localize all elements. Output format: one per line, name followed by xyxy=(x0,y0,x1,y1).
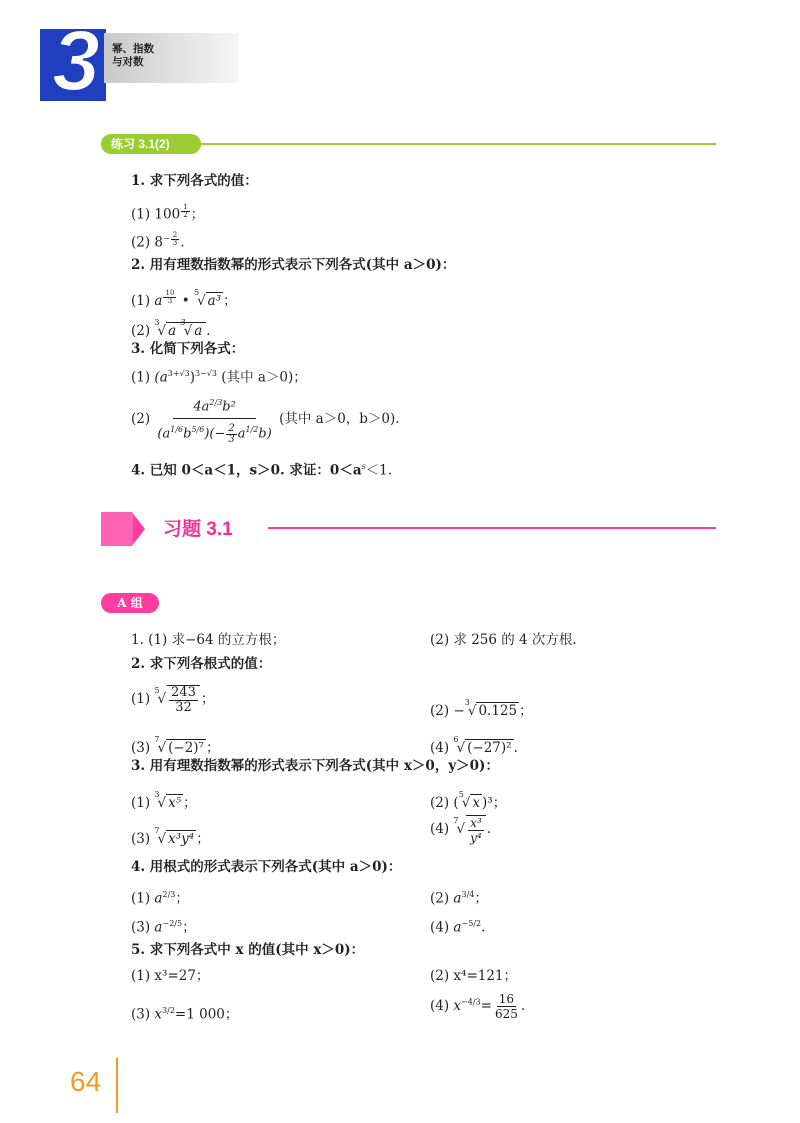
exercise-e2-4: (4) $^6$√ (−27)² . xyxy=(430,735,518,756)
exercise-e1a: 1. (1) 求−64 的立方根； xyxy=(131,632,286,648)
exercise-e4-1: (1) $a^{2/3}$； xyxy=(131,890,189,907)
practice-q1-2: (2) $8^{- \frac{2}{3}}$ . xyxy=(131,230,185,251)
page-number: 64 xyxy=(70,1066,102,1097)
exercise-e2-1: (1) $^5$√ $\frac{243}{32}$ ； xyxy=(131,684,215,715)
practice-q3: 3. 化简下列各式： xyxy=(131,341,245,357)
exercise-e3-2: (2) ($^5$√ x )³； xyxy=(430,790,507,811)
practice-badge: 练习 3.1(2) xyxy=(101,134,201,154)
practice-rule xyxy=(201,143,716,145)
exercise-e3-1: (1) $^3$√ x⁵ ； xyxy=(131,790,197,811)
practice-q2-2: (2) $^3$√ a $^3$√ a . xyxy=(131,318,211,339)
practice-q3-2: (2) $4a^{2/3}b^2$ $(a^{1/6}b^{5/6})(-$ $\frac{2}{3}$ $a^{1/2}b$) (其中 a＞0，b＞0). xyxy=(131,392,400,442)
practice-q2-1: (1) a $^{\frac{10}{3}}$ • $^5$√ a³ ； xyxy=(131,288,237,309)
exercise-e2: 2. 求下列各根式的值： xyxy=(131,656,272,672)
exercise-title: 习题 3.1 xyxy=(163,519,233,540)
exercise-e4: 4. 用根式的形式表示下列各式(其中 a＞0)： xyxy=(131,859,402,875)
exercise-e5-4: (4) $x^{-4/3}=$ $\frac{16}{625}$ . xyxy=(430,992,526,1021)
practice-q4: 4. 已知 0＜a＜1，s＞0. 求证：$0<a^s<1$. xyxy=(131,462,393,479)
exercise-e5-1: (1) x³=27； xyxy=(131,968,210,984)
exercise-e4-3: (3) $a^{-2/5}$； xyxy=(131,919,196,936)
practice-q1: 1. 求下列各式的值： xyxy=(131,173,258,189)
exercise-e5-3: (3) $x^{3/2}=1$ 000； xyxy=(131,1006,239,1023)
practice-q1-1: (1) 100 $^{\frac{1}{2}}$ ； xyxy=(131,202,205,223)
exercise-e4-2: (2) $a^{3/4}$； xyxy=(430,890,488,907)
exercise-e5: 5. 求下列各式中 x 的值(其中 x＞0)： xyxy=(131,942,365,958)
practice-q2: 2. 用有理数指数幂的形式表示下列各式(其中 a＞0)： xyxy=(131,257,456,273)
exercise-e4-4: (4) $a^{-5/2}$. xyxy=(430,919,486,936)
exercise-arrow-shade xyxy=(101,512,133,546)
practice-q3-1: (1) $(a^{3+√3})^{3-√3}$ (其中 a＞0)； xyxy=(131,369,307,386)
group-badge: A 组 xyxy=(101,593,159,613)
exercise-e2-2: (2) −$^3$√ 0.125 ； xyxy=(430,698,533,719)
exercise-e3-3: (3) $^7$√ x³y⁴ ； xyxy=(131,826,210,847)
exercise-e2-3: (3) $^7$√ (−2)⁷ ； xyxy=(131,735,220,756)
page-number-bar xyxy=(116,1058,118,1113)
exercise-e3-4: (4) $^7$√ $\frac{\text{x³}}{\text{y⁴}}$ . xyxy=(430,815,492,845)
exercise-e3: 3. 用有理数指数幂的形式表示下列各式(其中 x＞0，y＞0)： xyxy=(131,758,499,774)
chapter-title: 幂、指数 与对数 xyxy=(112,43,154,68)
exercise-e1b: (2) 求 256 的 4 次方根. xyxy=(430,632,577,648)
exercise-e5-2: (2) x⁴=121； xyxy=(430,968,518,984)
chapter-number: 3 xyxy=(52,13,100,109)
exercise-rule xyxy=(268,527,716,529)
